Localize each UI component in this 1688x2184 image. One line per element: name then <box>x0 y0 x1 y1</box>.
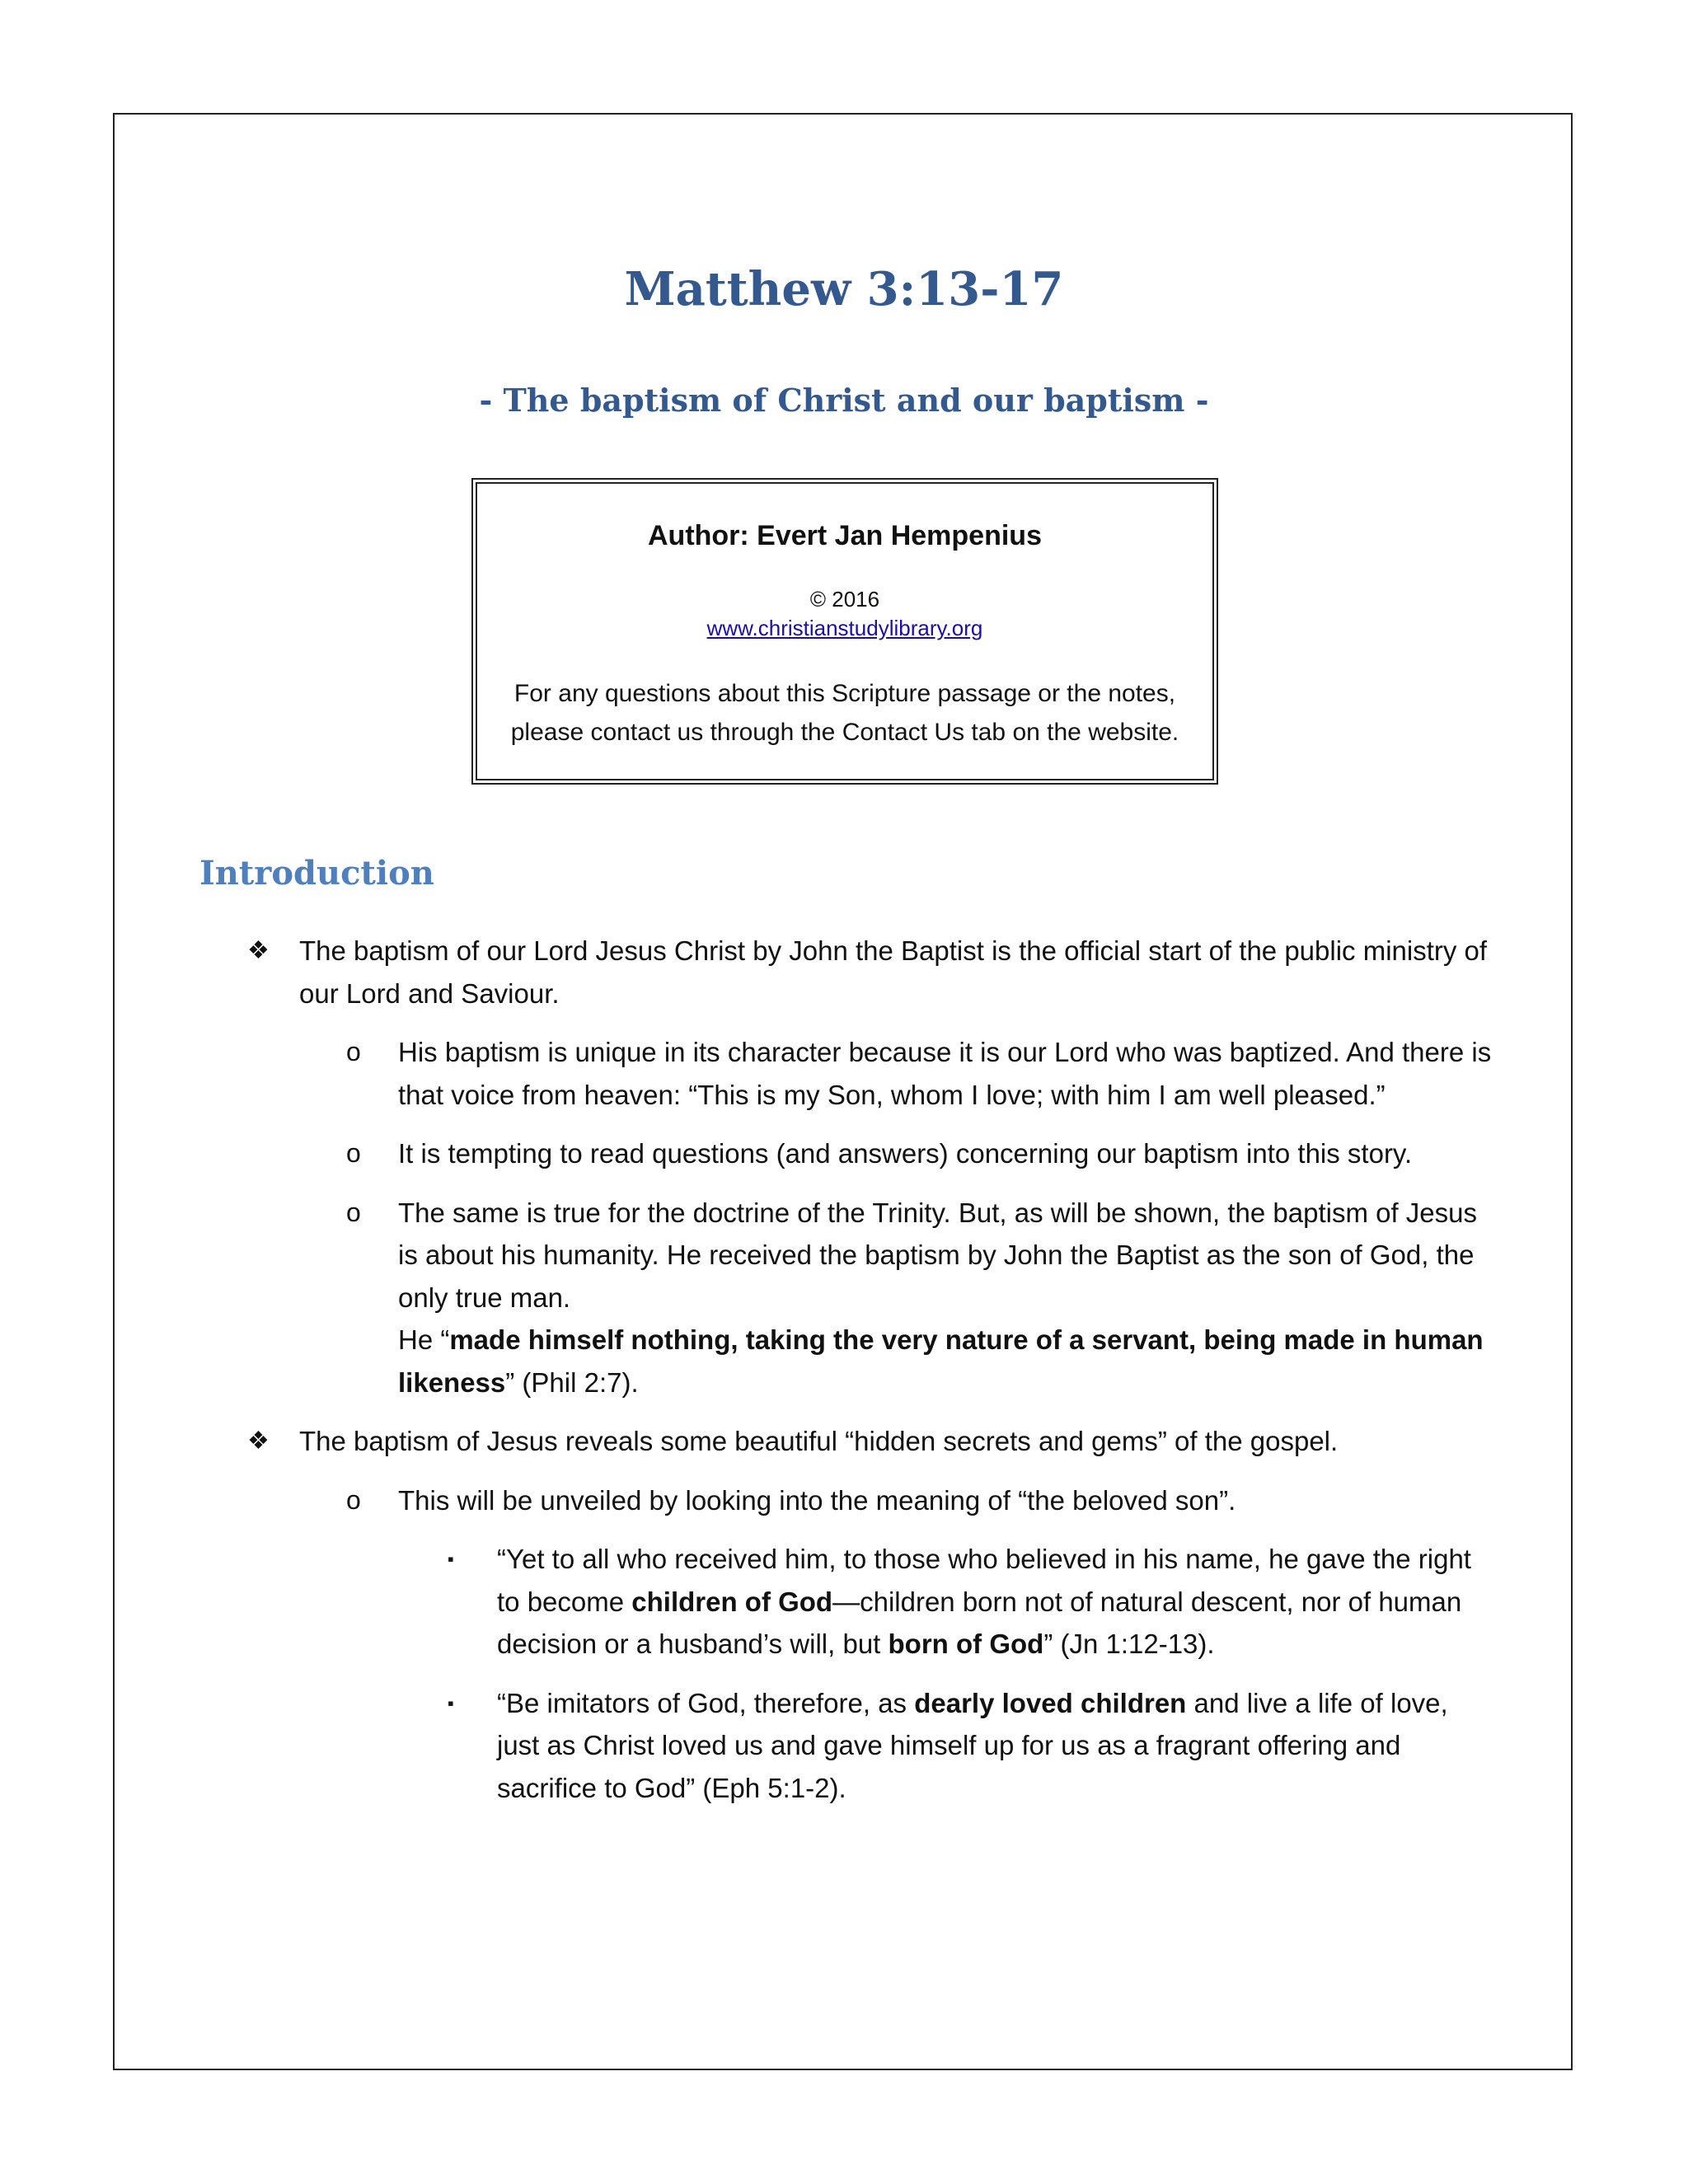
text-run: and live a life of love, just as Christ loved us and gave himself up for us as a fragrant offering and sacrifice to God” (Eph 5:1-2). <box>497 1687 1448 1803</box>
list-item <box>247 1479 1492 1522</box>
document-subtitle: - The baptism of Christ and our baptism - <box>479 382 1209 419</box>
circle-bullet-icon: o <box>346 1138 361 1168</box>
list-item-text <box>497 1544 1471 1659</box>
list-item <box>247 1538 1492 1666</box>
list-item-text <box>497 1688 1448 1803</box>
list-item <box>247 1682 1492 1810</box>
list-item <box>247 930 1492 1015</box>
text-run: ” (Jn 1:12-13). <box>1043 1629 1215 1659</box>
list-item-text: It is tempting to read questions (and answers) concerning our baptism into this story. <box>398 1138 1413 1169</box>
square-bullet-icon: ▪ <box>448 1549 454 1569</box>
scripture-quote <box>398 1319 1492 1404</box>
list-item-text: His baptism is unique in its character because it is our Lord who was baptized. And there is that voice from heaven: “This is my Son, whom I love; with him I am well pleased.” <box>398 1037 1492 1110</box>
quote-bold-text: made himself nothing, taking the very nature of a servant, being made in human likeness <box>398 1324 1484 1398</box>
circle-bullet-icon: o <box>346 1197 361 1227</box>
contact-line: please contact us through the Contact Us tab on the website. <box>510 719 1179 746</box>
circle-bullet-icon: o <box>346 1037 361 1066</box>
author-box <box>471 478 1218 785</box>
introduction-content <box>247 930 1492 1825</box>
list-item <box>247 1192 1492 1404</box>
text-run: —children born not of natural descent, nor of human decision or a husband’s will, but <box>497 1586 1462 1659</box>
diamond-bullet-icon: ❖ <box>247 1427 270 1455</box>
section-heading-introduction: Introduction <box>199 854 434 893</box>
author-box-inner <box>476 482 1214 780</box>
list-item-text: The baptism of our Lord Jesus Christ by John the Baptist is the official start of the public ministry of our Lord and Saviour. <box>299 935 1488 1009</box>
diamond-bullet-icon: ❖ <box>247 937 270 964</box>
list-item <box>247 1132 1492 1175</box>
contact-note <box>477 674 1212 752</box>
list-item-text: The same is true for the doctrine of the Trinity. But, as will be shown, the baptism of Jesus is about his humanity. He received the baptism by John the Baptist as the son of God, the only true man. <box>398 1197 1477 1313</box>
quote-reference: ” (Phil 2:7). <box>505 1366 639 1398</box>
copyright-line: © 2016 <box>809 587 880 612</box>
quote-prefix: He “ <box>398 1324 450 1355</box>
list-item <box>247 1420 1492 1463</box>
bold-run: children of God <box>631 1586 833 1617</box>
website-link[interactable]: www.christianstudylibrary.org <box>706 616 983 640</box>
square-bullet-icon: ▪ <box>448 1692 454 1713</box>
author-line: Author: Evert Jan Hempenius <box>648 520 1042 551</box>
text-run: “Yet to all who received him, to those who believed in his name, he gave the right to become <box>497 1544 1471 1617</box>
contact-line: For any questions about this Scripture passage or the notes, <box>513 680 1176 707</box>
circle-bullet-icon: o <box>346 1484 361 1515</box>
text-run: “Be imitators of God, therefore, as <box>497 1687 915 1718</box>
list-item-text: This will be unveiled by looking into the meaning of “the beloved son”. <box>398 1484 1236 1516</box>
document-title: Matthew 3:13-17 <box>624 262 1064 316</box>
bold-run: born of God <box>888 1629 1044 1659</box>
list-item-text: The baptism of Jesus reveals some beautiful “hidden secrets and gems” of the gospel. <box>299 1426 1339 1456</box>
list-item <box>247 1031 1492 1116</box>
bold-run: dearly loved children <box>914 1687 1187 1718</box>
